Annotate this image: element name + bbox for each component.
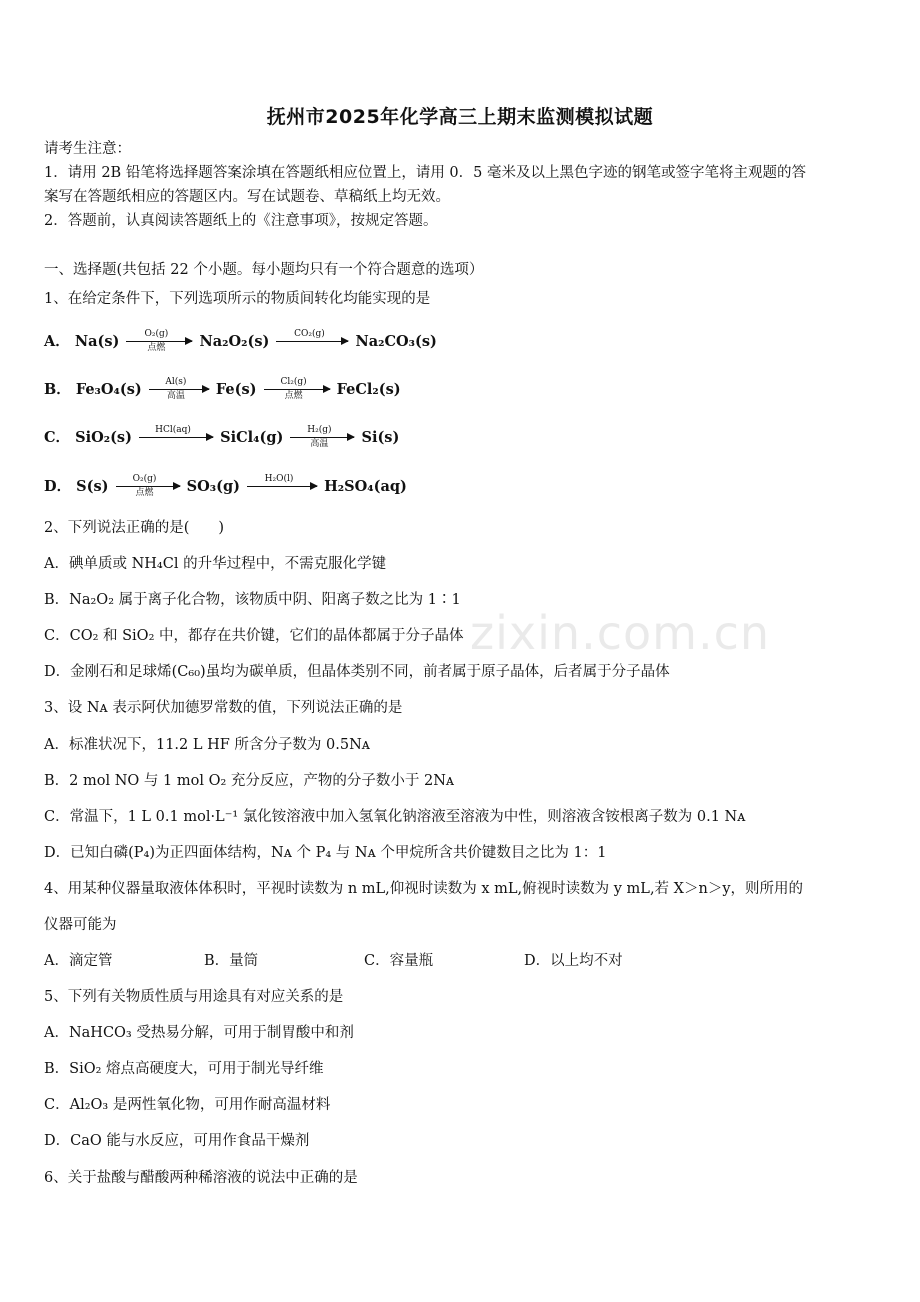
q3-option-d: D．已知白磷(P₄)为正四面体结构，Nᴀ 个 P₄ 与 Nᴀ 个甲烷所含共价键数目之比为 1：1 bbox=[44, 845, 607, 861]
option-letter: A． bbox=[44, 333, 70, 350]
q3-option-c: C．常温下，1 L 0.1 mol·L⁻¹ 氯化铵溶液中加入氢氧化钠溶液至溶液为中性，则溶液含铵根离子数为 0.1 Nᴀ bbox=[44, 809, 746, 825]
reactant: SiO₂(s) bbox=[75, 429, 132, 446]
intermediate: Na₂O₂(s) bbox=[199, 333, 270, 350]
reaction-arrow bbox=[264, 378, 330, 402]
q3-option-a: A．标准状况下，11.2 L HF 所含分子数为 0.5Nᴀ bbox=[44, 737, 370, 753]
q1-option-c bbox=[44, 426, 880, 450]
reaction-arrow bbox=[290, 426, 354, 450]
arrow-condition-top: Al(s) bbox=[165, 377, 187, 387]
product: Si(s) bbox=[361, 429, 400, 446]
q4-option-a: A．滴定管 bbox=[44, 953, 113, 969]
arrow-condition-bottom: 高温 bbox=[310, 439, 329, 449]
q2-option-b: B．Na₂O₂ 属于离子化合物，该物质中阴、阳离子数之比为 1∶1 bbox=[44, 592, 461, 608]
arrow-condition-bottom: 点燃 bbox=[284, 391, 303, 401]
notice-line-2: 2．答题前，认真阅读答题纸上的《注意事项》，按规定答题。 bbox=[44, 213, 438, 229]
q5-option-c: C．Al₂O₃ 是两性氧化物，可用作耐高温材料 bbox=[44, 1097, 331, 1113]
arrow-condition-bottom: 点燃 bbox=[147, 343, 166, 353]
reaction-arrow bbox=[139, 426, 213, 450]
q5-option-d: D．CaO 能与水反应，可用作食品干燥剂 bbox=[44, 1133, 310, 1149]
product: Na₂CO₃(s) bbox=[355, 333, 437, 350]
arrow-condition-top: H₂O(l) bbox=[264, 474, 294, 484]
arrow-condition-top: H₂(g) bbox=[307, 425, 332, 435]
notice-line-1a: 1．请用 2B 铅笔将选择题答案涂填在答题纸相应位置上，请用 0．5 毫米及以上黑色字迹的钢笔或签字笔将主观题的答 bbox=[44, 165, 806, 181]
q2-stem: 2、下列说法正确的是( ) bbox=[44, 520, 225, 536]
q1-option-b bbox=[44, 378, 880, 402]
q3-option-b: B．2 mol NO 与 1 mol O₂ 充分反应，产物的分子数小于 2Nᴀ bbox=[44, 773, 455, 789]
q2-option-d: D．金刚石和足球烯(C₆₀)虽均为碳单质，但晶体类别不同，前者属于原子晶体，后者属于分子晶体 bbox=[44, 664, 670, 680]
product: FeCl₂(s) bbox=[336, 381, 401, 398]
arrow-condition-top: O₂(g) bbox=[144, 329, 169, 339]
q4-option-d: D．以上均不对 bbox=[524, 953, 623, 969]
reaction-arrow bbox=[247, 475, 317, 499]
q5-option-a: A．NaHCO₃ 受热易分解，可用于制胃酸中和剂 bbox=[44, 1025, 354, 1041]
section-heading: 一、选择题(共包括 22 个小题。每小题均只有一个符合题意的选项） bbox=[44, 262, 484, 278]
intermediate: Fe(s) bbox=[215, 381, 257, 398]
q2-option-a: A．碘单质或 NH₄Cl 的升华过程中，不需克服化学键 bbox=[44, 556, 387, 572]
reaction-arrow bbox=[149, 378, 209, 402]
arrow-condition-bottom: 点燃 bbox=[135, 488, 154, 498]
q4-option-c: C．容量瓶 bbox=[364, 953, 434, 969]
arrow-condition-top: HCl(aq) bbox=[155, 425, 191, 435]
q4-stem-line-2: 仪器可能为 bbox=[44, 917, 117, 933]
product: H₂SO₄(aq) bbox=[324, 478, 407, 495]
q4-options bbox=[44, 951, 880, 971]
reaction-arrow bbox=[116, 475, 180, 499]
notice-line-1b: 案写在答题纸相应的答题区内。写在试题卷、草稿纸上均无效。 bbox=[44, 189, 450, 205]
reaction-arrow bbox=[126, 330, 192, 354]
option-letter: C． bbox=[44, 429, 71, 446]
reactant: Na(s) bbox=[74, 333, 120, 350]
q2-option-c: C．CO₂ 和 SiO₂ 中，都存在共价键，它们的晶体都属于分子晶体 bbox=[44, 628, 464, 644]
option-letter: D． bbox=[44, 478, 72, 495]
arrow-condition-top: Cl₂(g) bbox=[280, 377, 307, 387]
arrow-condition-bottom: 高温 bbox=[166, 391, 185, 401]
q1-option-d bbox=[44, 475, 880, 499]
q1-stem: 1、在给定条件下，下列选项所示的物质间转化均能实现的是 bbox=[44, 291, 431, 307]
q5-stem: 5、下列有关物质性质与用途具有对应关系的是 bbox=[44, 989, 344, 1005]
reaction-arrow bbox=[276, 330, 348, 354]
page-title: 抚州市2025年化学高三上期末监测模拟试题 bbox=[266, 106, 654, 128]
q3-stem: 3、设 Nᴀ 表示阿伏加德罗常数的值，下列说法正确的是 bbox=[44, 700, 403, 716]
q1-option-a bbox=[44, 330, 880, 354]
q4-stem-line-1: 4、用某种仪器量取液体体积时，平视时读数为 n mL,仰视时读数为 x mL,俯视时读数为 y mL,若 X＞n＞y，则所用的 bbox=[44, 881, 804, 897]
intermediate: SO₃(g) bbox=[186, 478, 240, 495]
q4-option-b: B．量筒 bbox=[204, 953, 259, 969]
option-letter: B． bbox=[44, 381, 71, 398]
intermediate: SiCl₄(g) bbox=[220, 429, 284, 446]
reactant: Fe₃O₄(s) bbox=[75, 381, 142, 398]
arrow-condition-top: O₂(g) bbox=[132, 474, 157, 484]
q5-option-b: B．SiO₂ 熔点高硬度大，可用于制光导纤维 bbox=[44, 1061, 324, 1077]
notice-heading: 请考生注意： bbox=[44, 141, 131, 157]
arrow-condition-top: CO₂(g) bbox=[294, 329, 325, 339]
q6-stem: 6、关于盐酸与醋酸两种稀溶液的说法中正确的是 bbox=[44, 1170, 358, 1186]
watermark: zixin.com.cn bbox=[470, 606, 771, 660]
reactant: S(s) bbox=[76, 478, 109, 495]
